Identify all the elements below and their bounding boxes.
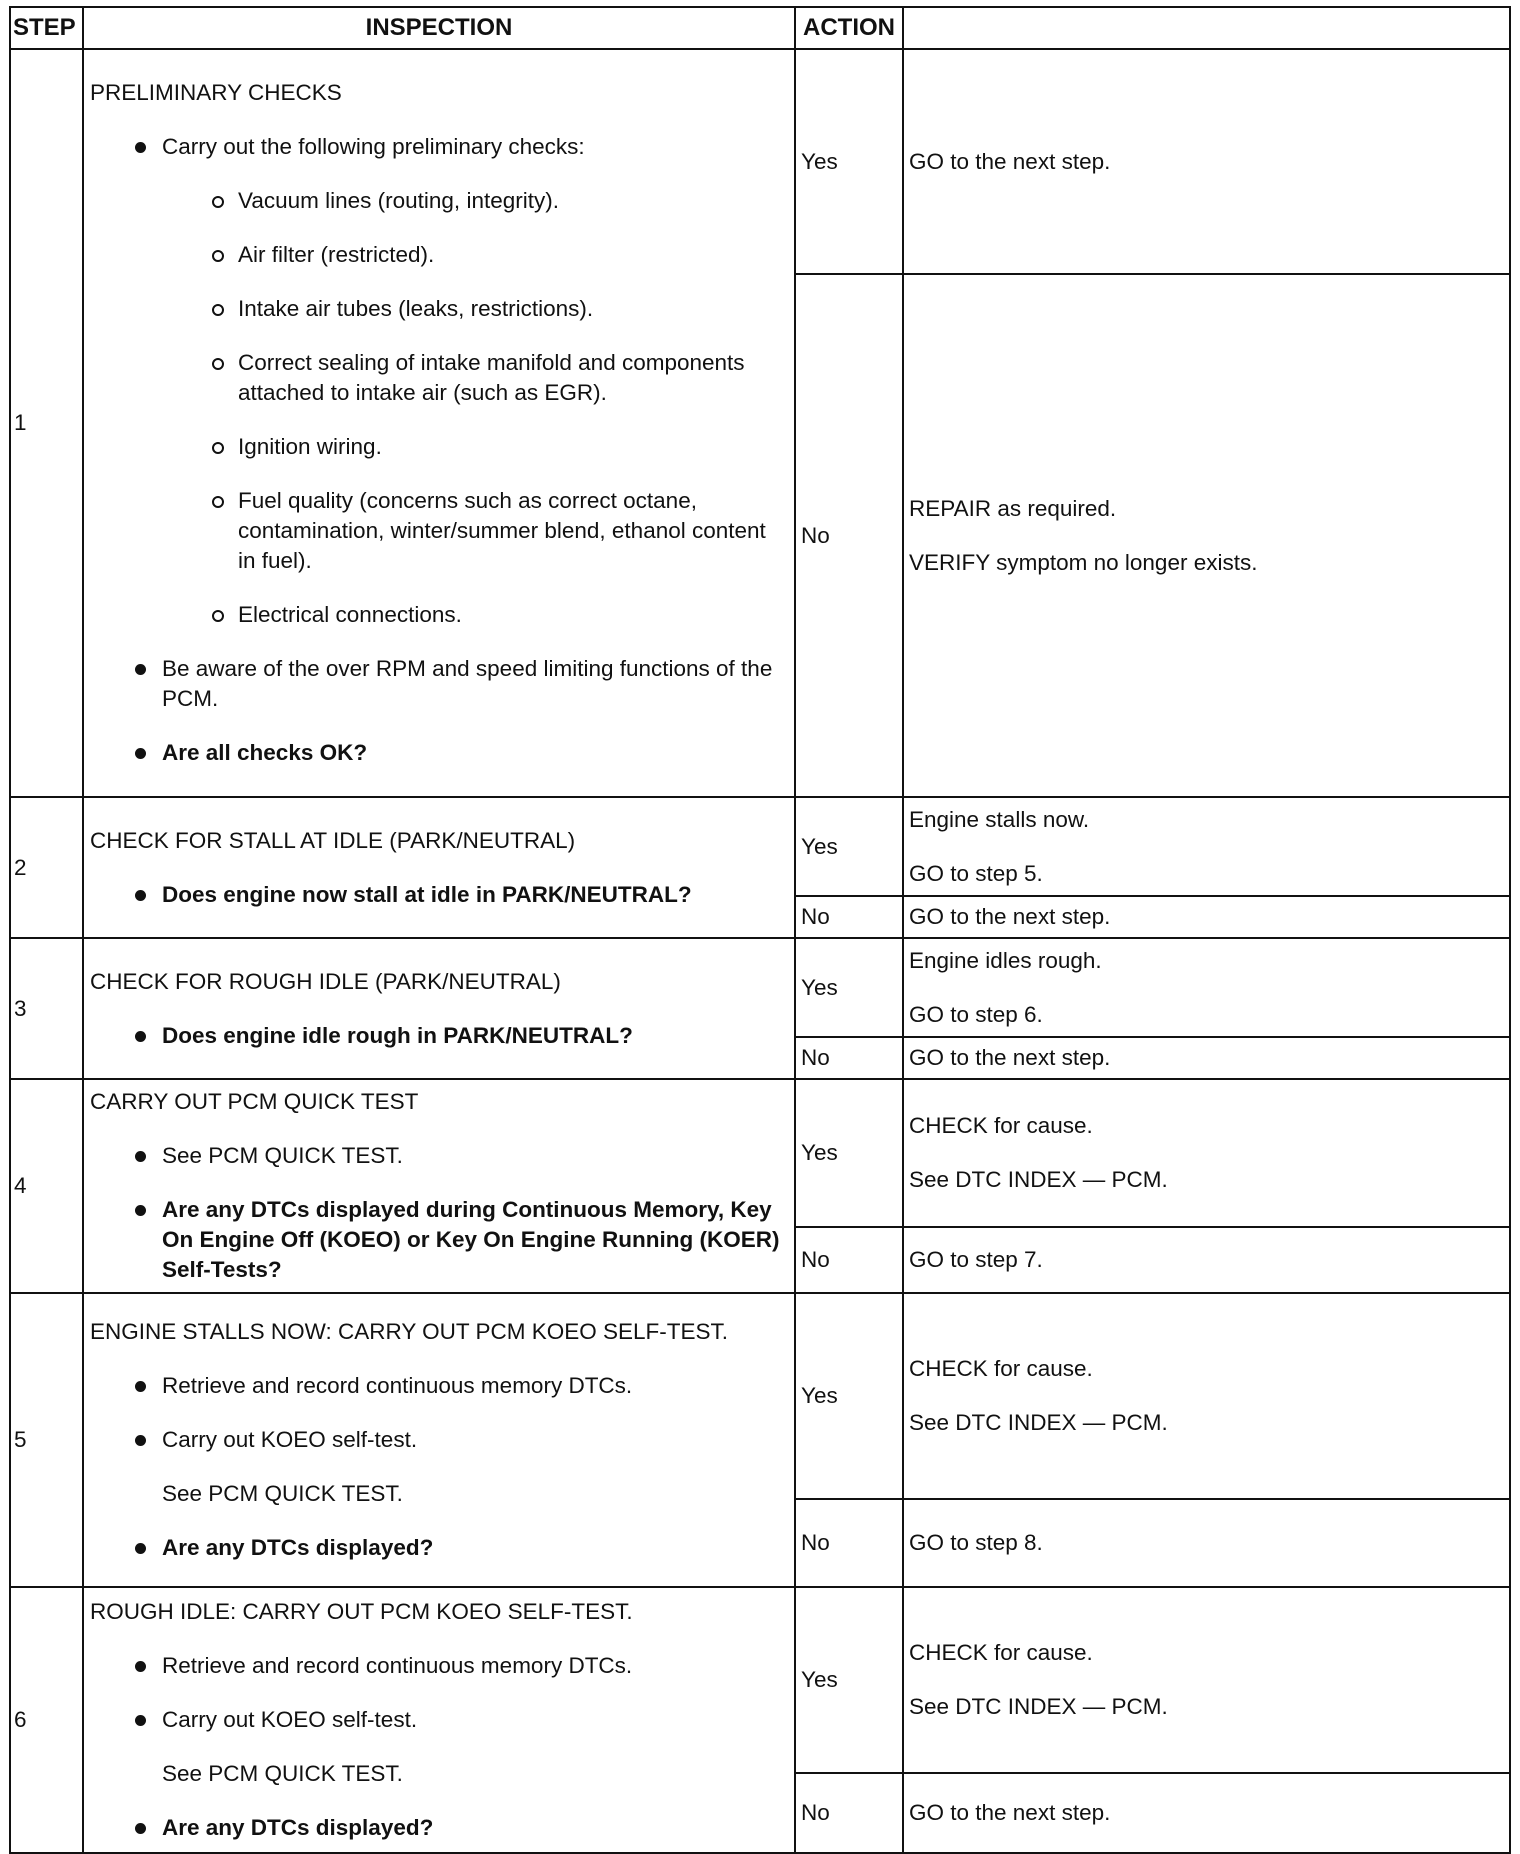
action-no [903,1773,1510,1853]
sub-item: Air filter (restricted). [238,240,786,270]
action-yes [903,1587,1510,1773]
bullet-item: Retrieve and record continuous memory DTCs. [162,1651,786,1681]
bullet-item: Carry out KOEO self-test. [162,1425,786,1455]
inspection-title: CHECK FOR STALL AT IDLE (PARK/NEUTRAL) [90,827,576,853]
answer-yes: Yes [795,49,903,274]
inspection-title: CARRY OUT PCM QUICK TEST [90,1089,419,1114]
action-yes [903,797,1510,896]
header-step: STEP [10,7,83,49]
table-row [10,938,1510,1037]
action-line: GO to the next step. [909,1800,1111,1825]
action-line: GO to step 8. [909,1530,1043,1555]
action-line: CHECK for cause. [909,1113,1093,1138]
bullet-item: Be aware of the over RPM and speed limiting functions of the PCM. [162,654,786,714]
table-row [10,49,1510,274]
action-yes [903,1293,1510,1499]
table-row [10,1587,1510,1773]
action-line: Engine idles rough. [909,947,1102,973]
header-action: ACTION [795,7,903,49]
inspection-cell [83,1587,795,1853]
diagnostic-table [9,6,1511,1854]
action-line: See DTC INDEX — PCM. [909,1167,1168,1192]
question-item: Does engine now stall at idle in PARK/NEUTRAL? [162,880,786,910]
action-yes [903,49,1510,274]
action-line: See DTC INDEX — PCM. [909,1694,1168,1719]
action-line: GO to the next step. [909,904,1111,929]
sub-item: Intake air tubes (leaks, restrictions). [238,294,786,324]
answer-yes: Yes [795,1079,903,1227]
table-row [10,1293,1510,1499]
question-item: Does engine idle rough in PARK/NEUTRAL? [162,1021,786,1051]
inspection-cell [83,1079,795,1293]
answer-yes: Yes [795,1293,903,1499]
header-blank [903,7,1510,49]
sub-item: Ignition wiring. [238,432,786,462]
sub-item: Correct sealing of intake manifold and components attached to intake air (such as EGR). [238,348,786,408]
action-line: REPAIR as required. [909,495,1117,521]
inspection-cell [83,938,795,1079]
table-body [10,49,1510,1853]
action-line: GO to step 7. [909,1247,1043,1272]
answer-no: No [795,1499,903,1587]
step-number: 5 [10,1293,83,1587]
action-no [903,274,1510,797]
inspection-cell [83,1293,795,1587]
action-yes [903,938,1510,1037]
inspection-title: CHECK FOR ROUGH IDLE (PARK/NEUTRAL) [90,968,561,994]
inspection-cell [83,49,795,797]
answer-yes: Yes [795,797,903,896]
bullet-item: Carry out KOEO self-test. [162,1705,786,1735]
step-number: 4 [10,1079,83,1293]
action-line: CHECK for cause. [909,1640,1093,1665]
answer-no: No [795,1773,903,1853]
action-yes [903,1079,1510,1227]
action-line: GO to the next step. [909,1045,1111,1070]
inspection-title: ENGINE STALLS NOW: CARRY OUT PCM KOEO SELF-TEST. [90,1319,729,1344]
answer-no: No [795,1037,903,1079]
sub-item: Fuel quality (concerns such as correct octane, contamination, winter/summer blend, ethanol content in fuel). [238,486,786,576]
answer-no: No [795,274,903,797]
action-no [903,1227,1510,1293]
action-line: Engine stalls now. [909,806,1090,832]
header-inspection: INSPECTION [83,7,795,49]
action-line: VERIFY symptom no longer exists. [909,549,1258,575]
sub-item: Electrical connections. [238,600,786,630]
table-row [10,1079,1510,1227]
action-line: CHECK for cause. [909,1356,1093,1381]
question-item: Are all checks OK? [162,738,786,768]
action-line: GO to the next step. [909,148,1111,174]
inspection-cell [83,797,795,938]
step-number: 6 [10,1587,83,1853]
question-item: Are any DTCs displayed? [162,1813,786,1843]
question-item: Are any DTCs displayed? [162,1533,786,1563]
action-no [903,1499,1510,1587]
note-item: See PCM QUICK TEST. [162,1761,403,1786]
step-number: 3 [10,938,83,1079]
question-item: Are any DTCs displayed during Continuous Memory, Key On Engine Off (KOEO) or Key On Engine Running (KOER) Self-Tests? [162,1195,786,1285]
bullet-item: Carry out the following preliminary checks: [162,132,786,162]
header-row [10,7,1510,49]
answer-no: No [795,1227,903,1293]
action-line: GO to step 5. [909,860,1043,886]
step-number: 1 [10,49,83,797]
step-number: 2 [10,797,83,938]
inspection-title: PRELIMINARY CHECKS [90,80,342,105]
note-item: See PCM QUICK TEST. [162,1481,403,1506]
bullet-item: See PCM QUICK TEST. [162,1141,786,1171]
action-no [903,1037,1510,1079]
answer-no: No [795,896,903,938]
bullet-item: Retrieve and record continuous memory DTCs. [162,1371,786,1401]
answer-yes: Yes [795,1587,903,1773]
inspection-title: ROUGH IDLE: CARRY OUT PCM KOEO SELF-TEST. [90,1599,633,1624]
action-line: See DTC INDEX — PCM. [909,1410,1168,1435]
table-row [10,797,1510,896]
action-line: GO to step 6. [909,1001,1043,1027]
answer-yes: Yes [795,938,903,1037]
sub-item: Vacuum lines (routing, integrity). [238,186,786,216]
action-no [903,896,1510,938]
